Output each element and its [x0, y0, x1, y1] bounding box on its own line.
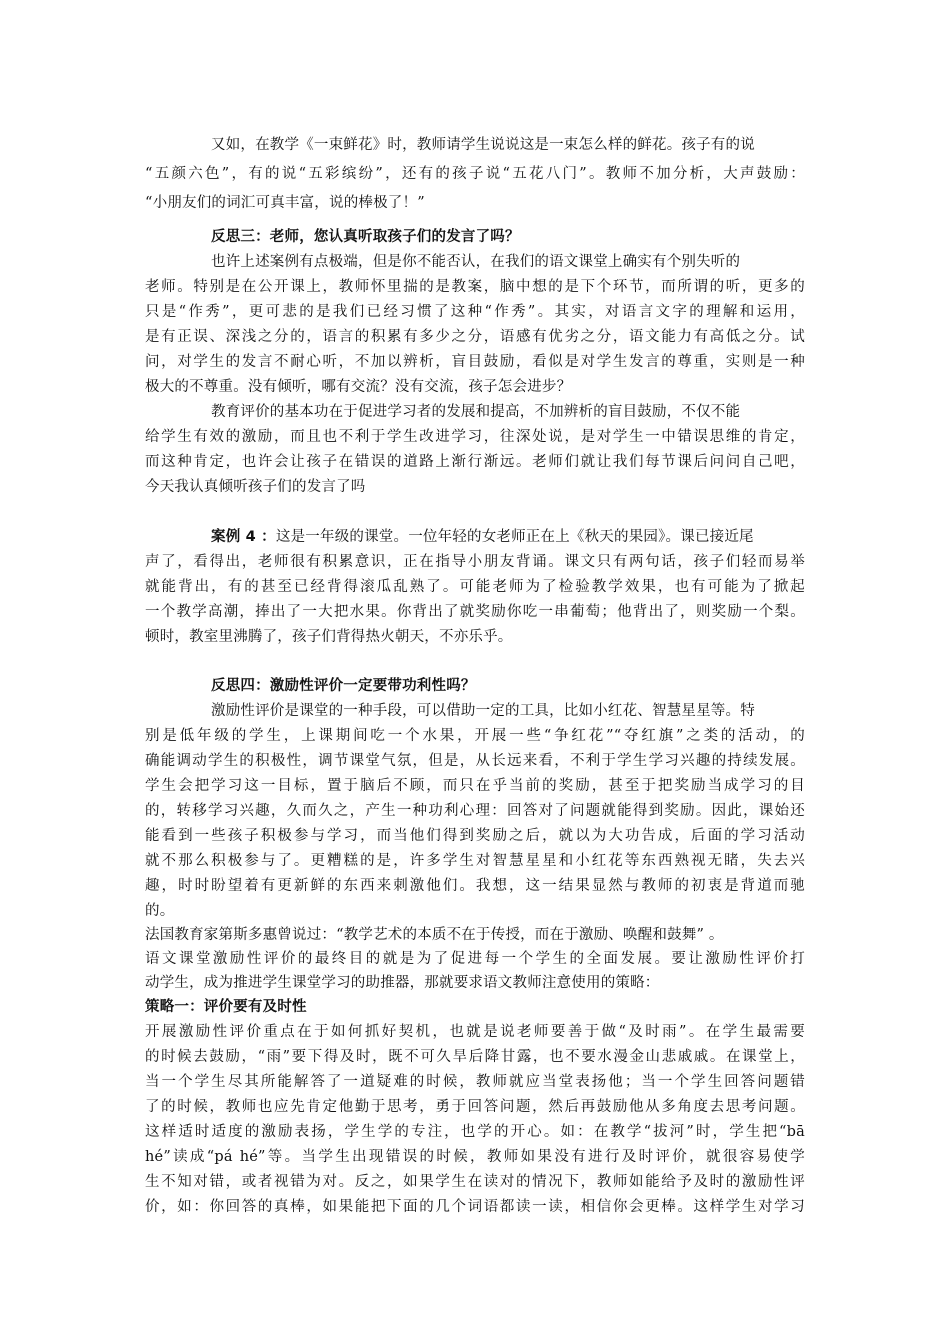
section-heading: 策略一：评价要有及时性: [145, 999, 307, 1015]
text-line: 声了，看得出，老师很有积累意识，正在指导小朋友背诵。课文只有两句话，孩子们轻而易举: [145, 554, 805, 570]
text-line: 一个教学高潮，捧出了一大把水果。你背出了就奖励你吃一串葡萄；他背出了，则奖励一个梨。: [145, 604, 805, 620]
text-line: 开展激励性评价重点在于如何抓好契机，也就是说老师要善于做“及时雨”。在学生最需要: [145, 1024, 805, 1040]
text-line: 今天我认真倾听孩子们的发言了吗: [145, 479, 366, 495]
text-line: 是有正误、深浅之分的，语言的积累有多少之分，语感有优劣之分，语文能力有高低之分。试: [145, 329, 805, 345]
text-line: 就能背出，有的甚至已经背得滚瓜乱熟了。可能老师为了检验教学效果，也有可能为了掀起: [145, 579, 805, 595]
text-line: 当一个学生尽其所能解答了一道疑难的时候，教师就应当堂表扬他；当一个学生回答问题错: [145, 1074, 805, 1090]
text-line: 只是“作秀”，更可悲的是我们已经习惯了这种“作秀”。其实，对语言文字的理解和运用，: [145, 304, 805, 320]
section-heading: 反思四：激励性评价一定要带功利性吗？: [211, 678, 476, 694]
case-text: 这是一年级的课堂。一位年轻的女老师正在上《秋天的果园》。课已接近尾: [275, 529, 754, 545]
text-line: 顿时，教室里沸腾了，孩子们背得热火朝天，不亦乐乎。: [145, 629, 513, 645]
text-line: 给学生有效的激励，而且也不利于学生改进学习，往深处说，是对学生一中错误思维的肯定，: [145, 429, 805, 445]
text-line: 趣，时时盼望着有更新鲜的东西来刺激他们。我想，这一结果显然与教师的初衷是背道而驰: [145, 878, 805, 894]
text-line: [211, 525, 805, 549]
case-label: 案例 4 ：: [211, 529, 276, 545]
text-line: 别是低年级的学生，上课期间吃一个水果，开展一些“争红花”“夺红旗”之类的活动，的: [145, 728, 805, 744]
text-line: 问，对学生的发言不耐心听，不加以辨析，盲目鼓励，看似是对学生发言的尊重，实则是一种: [145, 354, 805, 370]
text-line: 激励性评价是课堂的一种手段，可以借助一定的工具，比如小红花、智慧星星等。特: [211, 703, 755, 719]
text-line: 而这种肯定，也许会让孩子在错误的道路上渐行渐远。老师们就让我们每节课后问问自己吧，: [145, 454, 805, 470]
text-line: 学生会把学习这一目标，置于脑后不顾，而只在乎当前的奖励，甚至于把奖励当成学习的目: [145, 778, 805, 794]
text-line: 语文课堂激励性评价的最终目的就是为了促进每一个学生的全面发展。要让激励性评价打: [145, 951, 805, 967]
section-heading: 反思三：老师，您认真听取孩子们的发言了吗？: [211, 229, 520, 245]
text-line: 教育评价的基本功在于促进学习者的发展和提高，不加辨析的盲目鼓励，不仅不能: [211, 404, 741, 420]
quote-line: 法国教育家第斯多惠曾说过：“教学艺术的本质不在于传授，而在于激励、唤醒和鼓舞” 。: [145, 927, 724, 943]
text-line: 的，转移学习兴趣，久而久之，产生一种功利心理：回答对了问题就能得到奖励。因此，课始还: [145, 803, 805, 819]
text-line: 的。: [145, 903, 175, 919]
text-line: 就不那么积极参与了。更糟糕的是，许多学生对智慧星星和小红花等东西熟视无睹，失去兴: [145, 853, 805, 869]
text-line: 动学生，成为推进学生课堂学习的助推器，那就要求语文教师注意使用的策略：: [145, 975, 660, 991]
text-line: 极大的不尊重。没有倾听，哪有交流？没有交流，孩子怎会进步？: [145, 379, 572, 395]
text-line: 的时候去鼓励，“雨”要下得及时，既不可久旱后降甘露，也不要水漫金山悲戚戚。在课堂上，: [145, 1049, 805, 1065]
text-line: hé”读成“pá hé”等。当学生出现错误的时候，教师如果没有进行及时评价，就很容易使学: [145, 1149, 805, 1165]
text-line: 也许上述案例有点极端，但是你不能否认，在我们的语文课堂上确实有个别失听的: [211, 254, 741, 270]
text-line: “五颜六色”，有的说“五彩缤纷”，还有的孩子说“五花八门”。教师不加分析，大声鼓励：: [145, 166, 805, 182]
text-line: 确能调动学生的积极性，调节课堂气氛，但是，从长远来看，不利于学生学习兴趣的持续发展。: [145, 753, 805, 769]
text-line: 生不知对错，或者视错为对。反之，如果学生在读对的情况下，教师如能给予及时的激励性评: [145, 1174, 805, 1190]
text-line: “小朋友们的词汇可真丰富，说的棒极了！”: [145, 195, 425, 211]
text-line: 了的时候，教师也应先肯定他勤于思考，勇于回答问题，然后再鼓励他从多角度去思考问题。: [145, 1099, 805, 1115]
text-line: 这样适时适度的激励表扬，学生学的专注，也学的开心。如：在教学“拔河”时，学生把“bā: [145, 1124, 805, 1140]
text-line: 能看到一些孩子积极参与学习，而当他们得到奖励之后，就以为大功告成，后面的学习活动: [145, 828, 805, 844]
text-line: 又如，在教学《一束鲜花》时，教师请学生说说这是一束怎么样的鲜花。孩子有的说: [211, 137, 755, 153]
text-line: 老师。特别是在公开课上，教师怀里揣的是教案，脑中想的是下个环节，而所谓的听，更多的: [145, 279, 805, 295]
text-line: 价，如：你回答的真棒，如果能把下面的几个词语都读一读，相信你会更棒。这样学生对学习: [145, 1199, 805, 1215]
